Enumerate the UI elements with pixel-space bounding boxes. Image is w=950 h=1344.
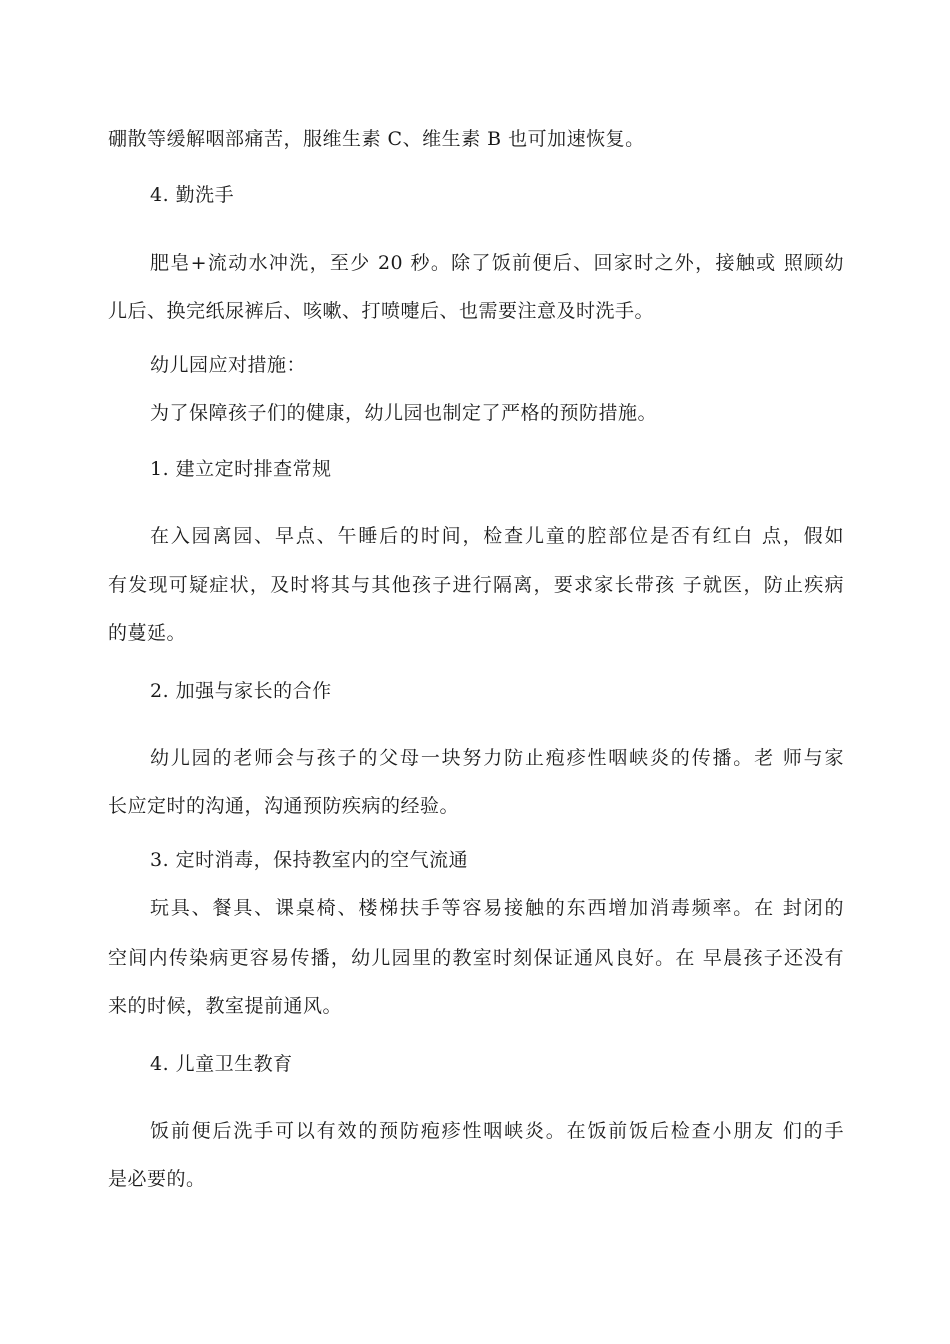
paragraph-line: 硼散等缓解咽部痛苦，服维生素 C、维生素 B 也可加速恢复。	[108, 128, 645, 150]
paragraph-line: 饭前便后洗手可以有效的预防疱疹性咽峡炎。在饭前饭后检查小朋友 们的手	[150, 1120, 844, 1142]
paragraph-line: 为了保障孩子们的健康，幼儿园也制定了严格的预防措施。	[150, 402, 658, 424]
paragraph-line: 是必要的。	[108, 1168, 206, 1190]
paragraph-line: 在入园离园、早点、午睡后的时间，检查儿童的腔部位是否有红白 点，假如	[150, 525, 844, 547]
paragraph-line: 的蔓延。	[108, 622, 187, 644]
paragraph-line: 来的时候，教室提前通风。	[108, 995, 343, 1017]
paragraph-line: 玩具、餐具、课桌椅、楼梯扶手等容易接触的东西增加消毒频率。在 封闭的	[150, 897, 844, 919]
section-heading: 4. 勤洗手	[150, 184, 235, 206]
paragraph-line: 空间内传染病更容易传播，幼儿园里的教室时刻保证通风良好。在 早晨孩子还没有	[108, 947, 844, 969]
section-heading: 1. 建立定时排查常规	[150, 458, 332, 480]
paragraph-line: 肥皂+流动水冲洗，至少 20 秒。除了饭前便后、回家时之外，接触或 照顾幼	[150, 252, 844, 274]
section-heading: 幼儿园应对措施：	[150, 354, 307, 376]
paragraph-line: 幼儿园的老师会与孩子的父母一块努力防止疱疹性咽峡炎的传播。老 师与家	[150, 747, 844, 769]
section-heading: 3. 定时消毒，保持教室内的空气流通	[150, 849, 469, 871]
paragraph-line: 长应定时的沟通，沟通预防疾病的经验。	[108, 795, 460, 817]
paragraph-line: 有发现可疑症状，及时将其与其他孩子进行隔离，要求家长带孩 子就医，防止疾病	[108, 574, 844, 596]
section-heading: 4. 儿童卫生教育	[150, 1053, 293, 1075]
section-heading: 2. 加强与家长的合作	[150, 680, 332, 702]
paragraph-line: 儿后、换完纸尿裤后、咳嗽、打喷嚏后、也需要注意及时洗手。	[108, 300, 655, 322]
